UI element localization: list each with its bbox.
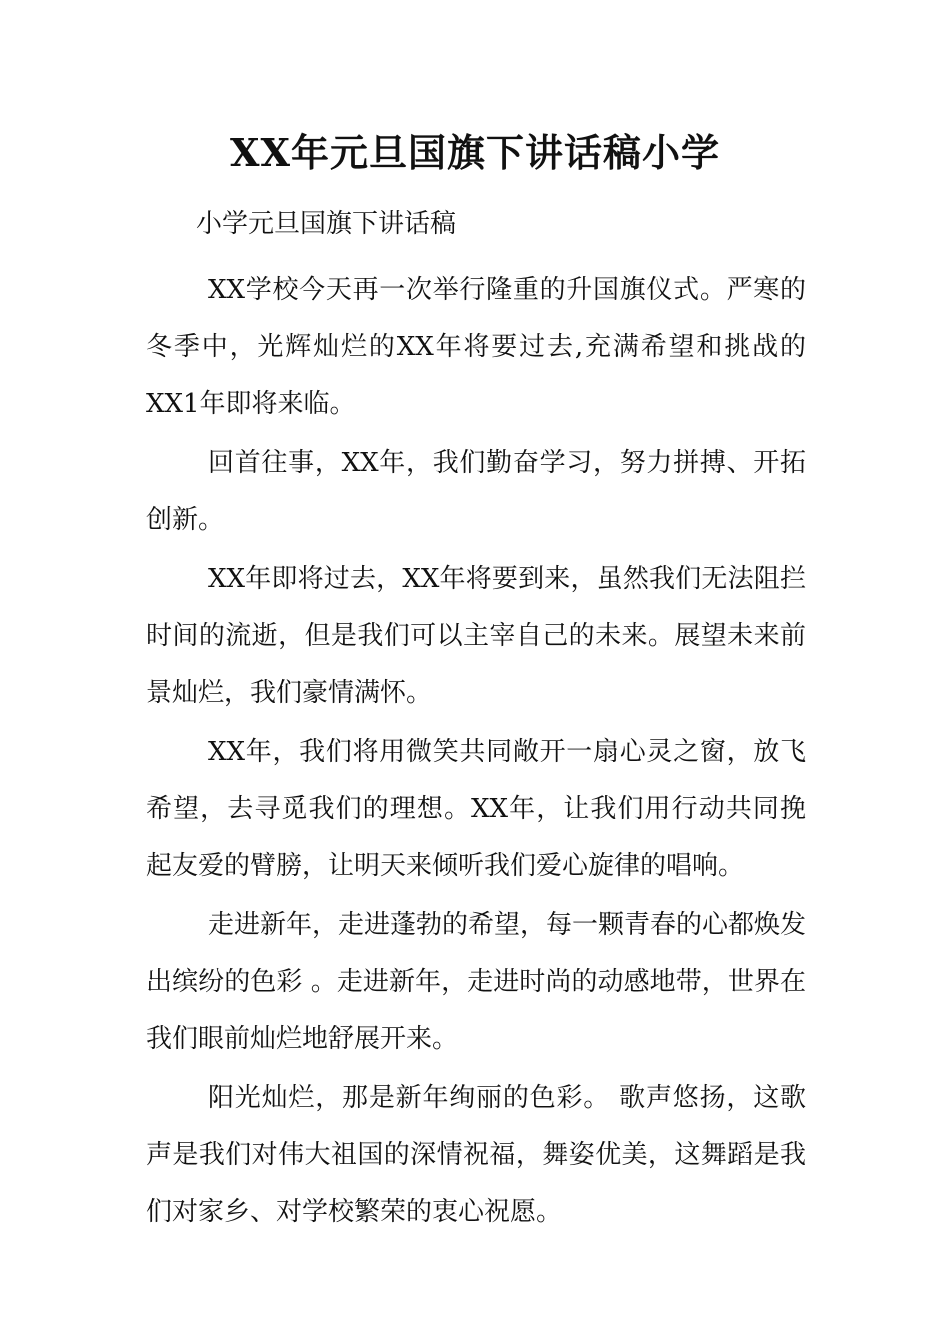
document-subtitle: 小学元旦国旗下讲话稿 (196, 209, 457, 239)
paragraph: 走进新年，走进蓬勃的希望，每一颗青春的心都焕发出缤纷的色彩 。走进新年，走进时尚的动感地带，世界在我们眼前灿烂地舒展开来。 (146, 910, 807, 1054)
paragraph: XX学校今天再一次举行隆重的升国旗仪式。严寒的冬季中，光辉灿烂的XX年将要过去,充满希望和挑战的XX1年即将来临。 (146, 275, 806, 419)
paragraph: 阳光灿烂，那是新年绚丽的色彩。 歌声悠扬，这歌声是我们对伟大祖国的深情祝福，舞姿优美，这舞蹈是我们对家乡、对学校繁荣的衷心祝愿。 (146, 1083, 806, 1227)
document-title: XX年元旦国旗下讲话稿小学 (230, 130, 720, 175)
paragraph: XX年即将过去，XX年将要到来，虽然我们无法阻拦时间的流逝，但是我们可以主宰自己的未来。展望未来前景灿烂，我们豪情满怀。 (146, 564, 806, 708)
document-body (146, 262, 806, 1243)
paragraph: 回首往事，XX年，我们勤奋学习，努力拼搏、开拓创新。 (146, 448, 806, 535)
paragraph: XX年，我们将用微笑共同敞开一扇心灵之窗，放飞希望，去寻觅我们的理想。XX年，让我们用行动共同挽起友爱的臂膀，让明天来倾听我们爱心旋律的唱响。 (146, 737, 806, 881)
